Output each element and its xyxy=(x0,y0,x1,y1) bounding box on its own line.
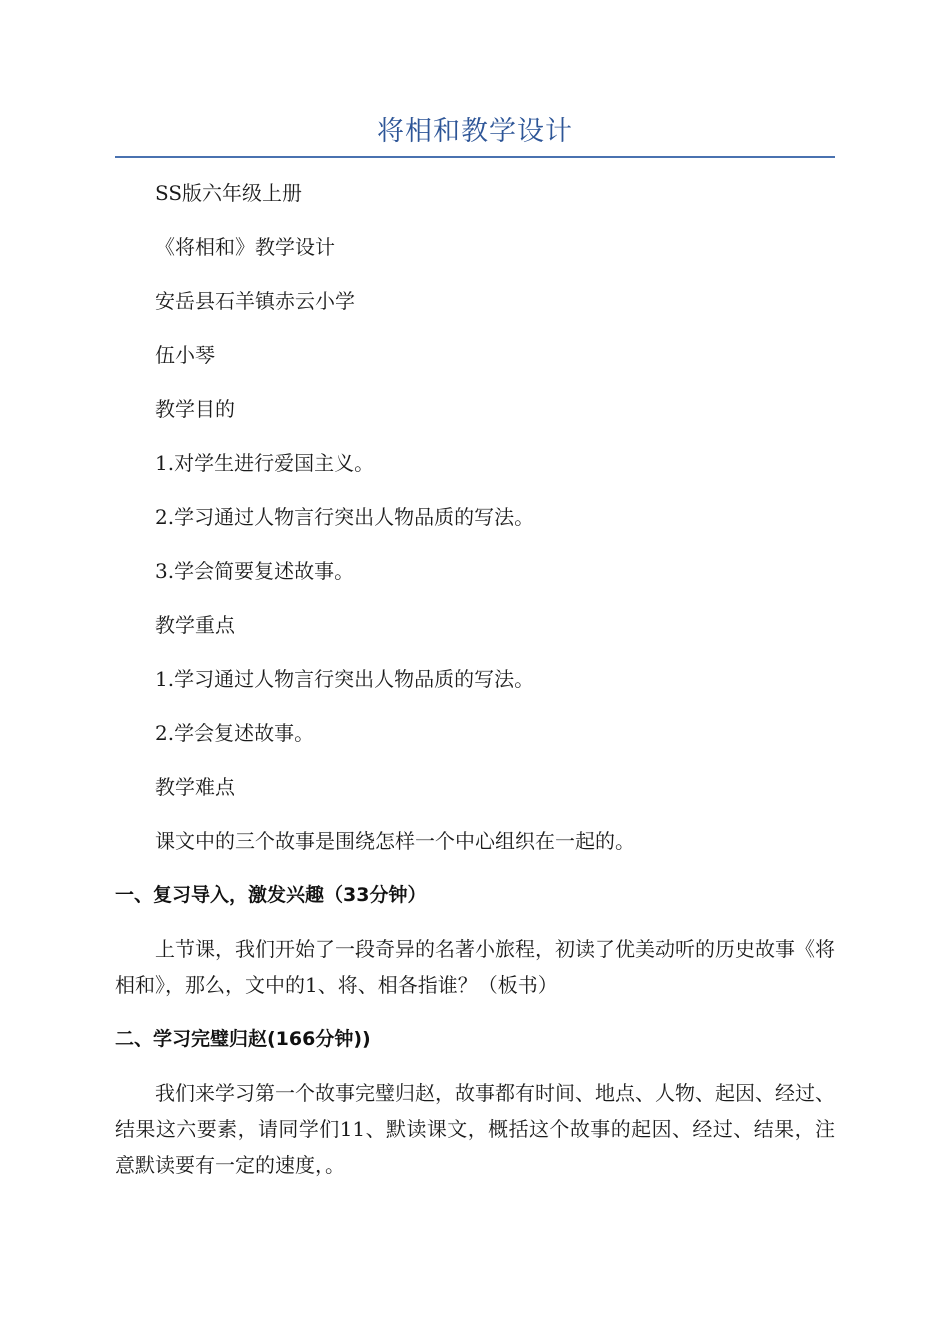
section-2-heading: 二、学习完璧归赵(166分钟)) xyxy=(115,1028,371,1050)
objective-item: 1.对学生进行爱国主义。 xyxy=(155,451,375,475)
objective-item: 3.学会简要复述故事。 xyxy=(155,559,355,583)
title-bar xyxy=(115,110,835,158)
document-title: 将相和教学设计 xyxy=(377,116,573,147)
section-1-heading: 一、复习导入，激发兴趣（33分钟） xyxy=(115,884,427,906)
objectives-heading: 教学目的 xyxy=(155,397,235,421)
author-line: 伍小琴 xyxy=(155,343,215,367)
design-title-line: 《将相和》教学设计 xyxy=(155,235,335,259)
section-2-body: 我们来学习第一个故事完璧归赵，故事都有时间、地点、人物、起因、经过、结果这六要素，请同学们11、默读课文，概括这个故事的起因、经过、结果，注意默读要有一定的速度，。 xyxy=(115,1081,835,1177)
edition-line: SS版六年级上册 xyxy=(155,181,303,205)
school-line: 安岳县石羊镇赤云小学 xyxy=(155,289,355,313)
key-points-heading: 教学重点 xyxy=(155,613,235,637)
difficulty-item: 课文中的三个故事是围绕怎样一个中心组织在一起的。 xyxy=(155,829,635,853)
difficulties-heading: 教学难点 xyxy=(155,775,235,799)
objective-item: 2.学习通过人物言行突出人物品质的写法。 xyxy=(155,505,535,529)
section-1-body: 上节课，我们开始了一段奇异的名著小旅程，初读了优美动听的历史故事《将相和》，那么，文中的1、将、相各指谁？（板书） xyxy=(115,937,835,997)
key-point-item: 2.学会复述故事。 xyxy=(155,721,315,745)
document-body xyxy=(115,175,835,1201)
key-point-item: 1.学习通过人物言行突出人物品质的写法。 xyxy=(155,667,535,691)
